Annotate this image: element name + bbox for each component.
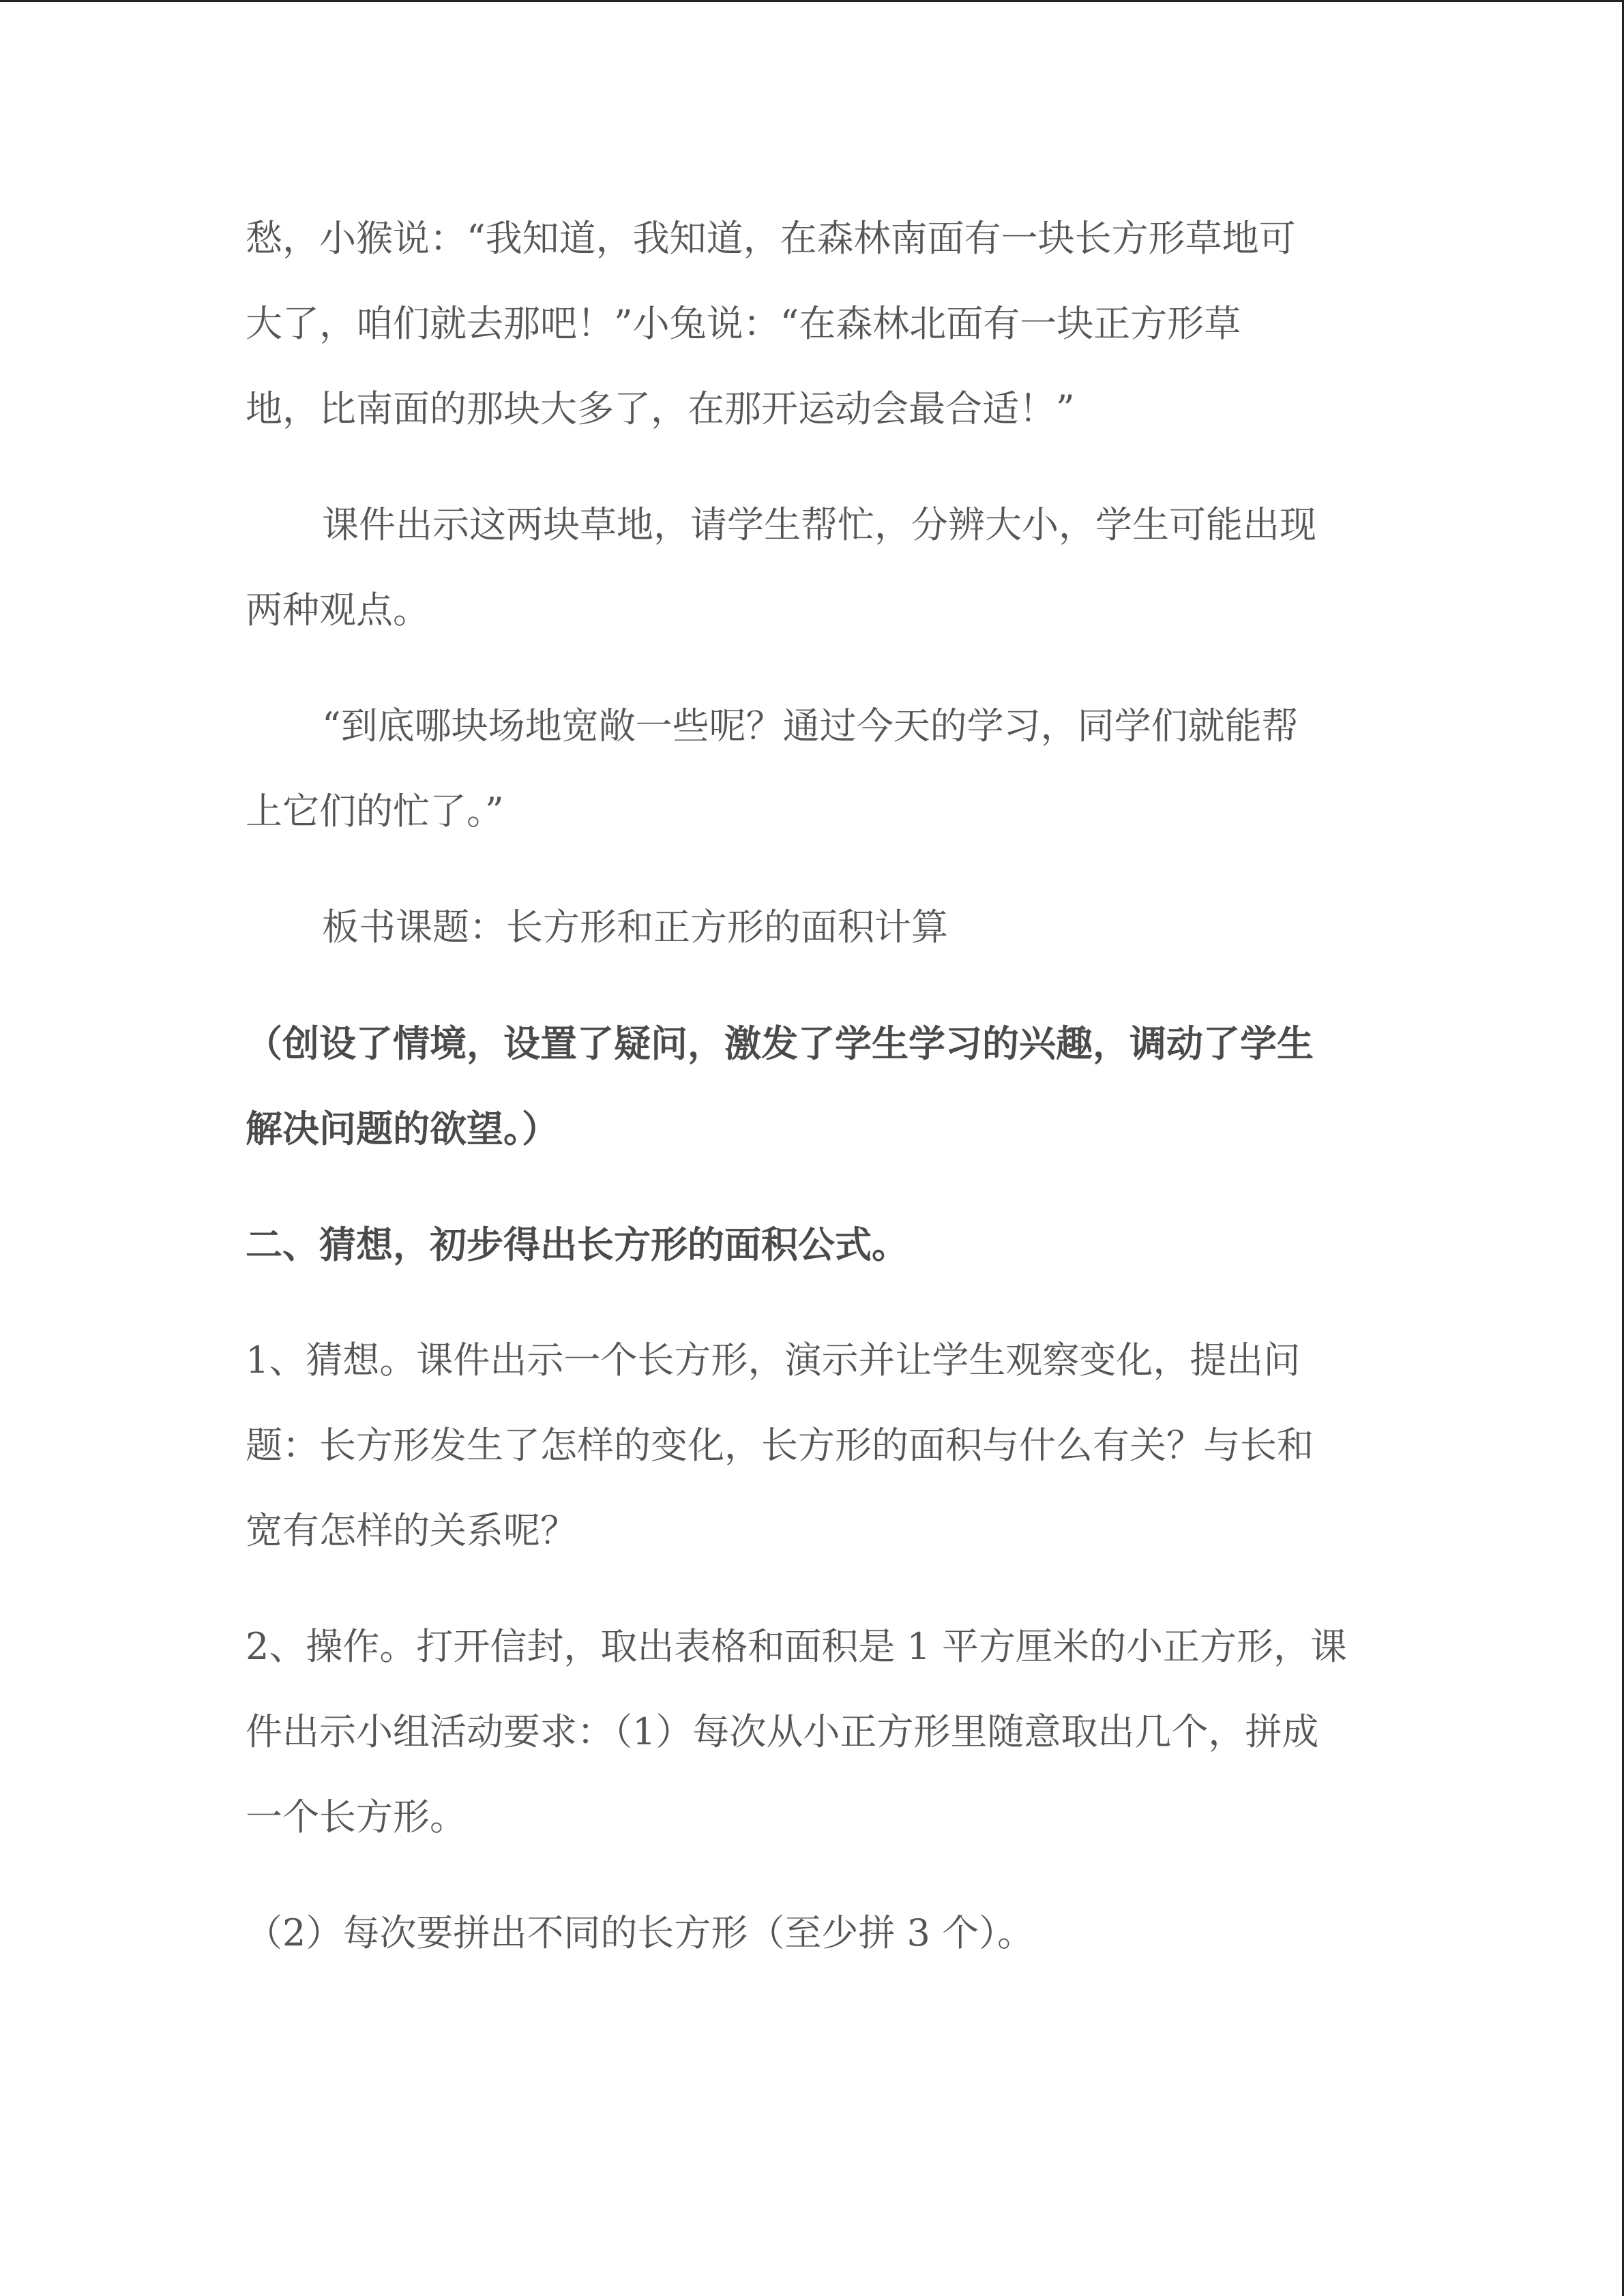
board-title-line: 板书课题：长方形和正方形的面积计算 [322, 906, 948, 949]
paragraph-8-line-1: （2）每次要拼出不同的长方形（至少拼 3 个）。 [246, 1911, 1035, 1954]
paragraph-6-line-3: 宽有怎样的关系呢？ [246, 1509, 577, 1552]
paragraph-7-line-2: 件出示小组活动要求：（1）每次从小正方形里随意取出几个，拼成 [246, 1710, 1319, 1753]
paragraph-7-line-1: 2、操作。打开信封，取出表格和面积是 1 平方厘米的小正方形，课 [246, 1625, 1348, 1668]
page-top-border [0, 0, 1624, 2]
paragraph-2-line-2: 两种观点。 [246, 588, 430, 631]
paragraph-1-line-2: 大了，咱们就去那吧！”小兔说：“在森林北面有一块正方形草 [246, 302, 1241, 345]
commentary-line-2: 解决问题的欲望。） [246, 1107, 559, 1150]
paragraph-1-line-3: 地，比南面的那块大多了，在那开运动会最合适！” [246, 387, 1075, 430]
paragraph-1-line-1: 愁，小猴说：“我知道，我知道，在森林南面有一块长方形草地可 [246, 217, 1296, 260]
paragraph-6-line-1: 1、猜想。课件出示一个长方形，演示并让学生观察变化，提出问 [246, 1339, 1301, 1382]
paragraph-7-line-3: 一个长方形。 [246, 1795, 467, 1838]
paragraph-3-line-2: 上它们的忙了。” [246, 790, 504, 833]
paragraph-3-line-1: “到底哪块场地宽敞一些呢？通过今天的学习，同学们就能帮 [322, 704, 1299, 747]
commentary-line-1: （创设了情境，设置了疑问，激发了学生学习的兴趣，调动了学生 [246, 1022, 1314, 1065]
section-heading: 二、猜想，初步得出长方形的面积公式。 [246, 1223, 909, 1266]
paragraph-2-line-1: 课件出示这两块草地，请学生帮忙，分辨大小，学生可能出现 [322, 503, 1316, 546]
paragraph-6-line-2: 题：长方形发生了怎样的变化，长方形的面积与什么有关？与长和 [246, 1424, 1314, 1467]
